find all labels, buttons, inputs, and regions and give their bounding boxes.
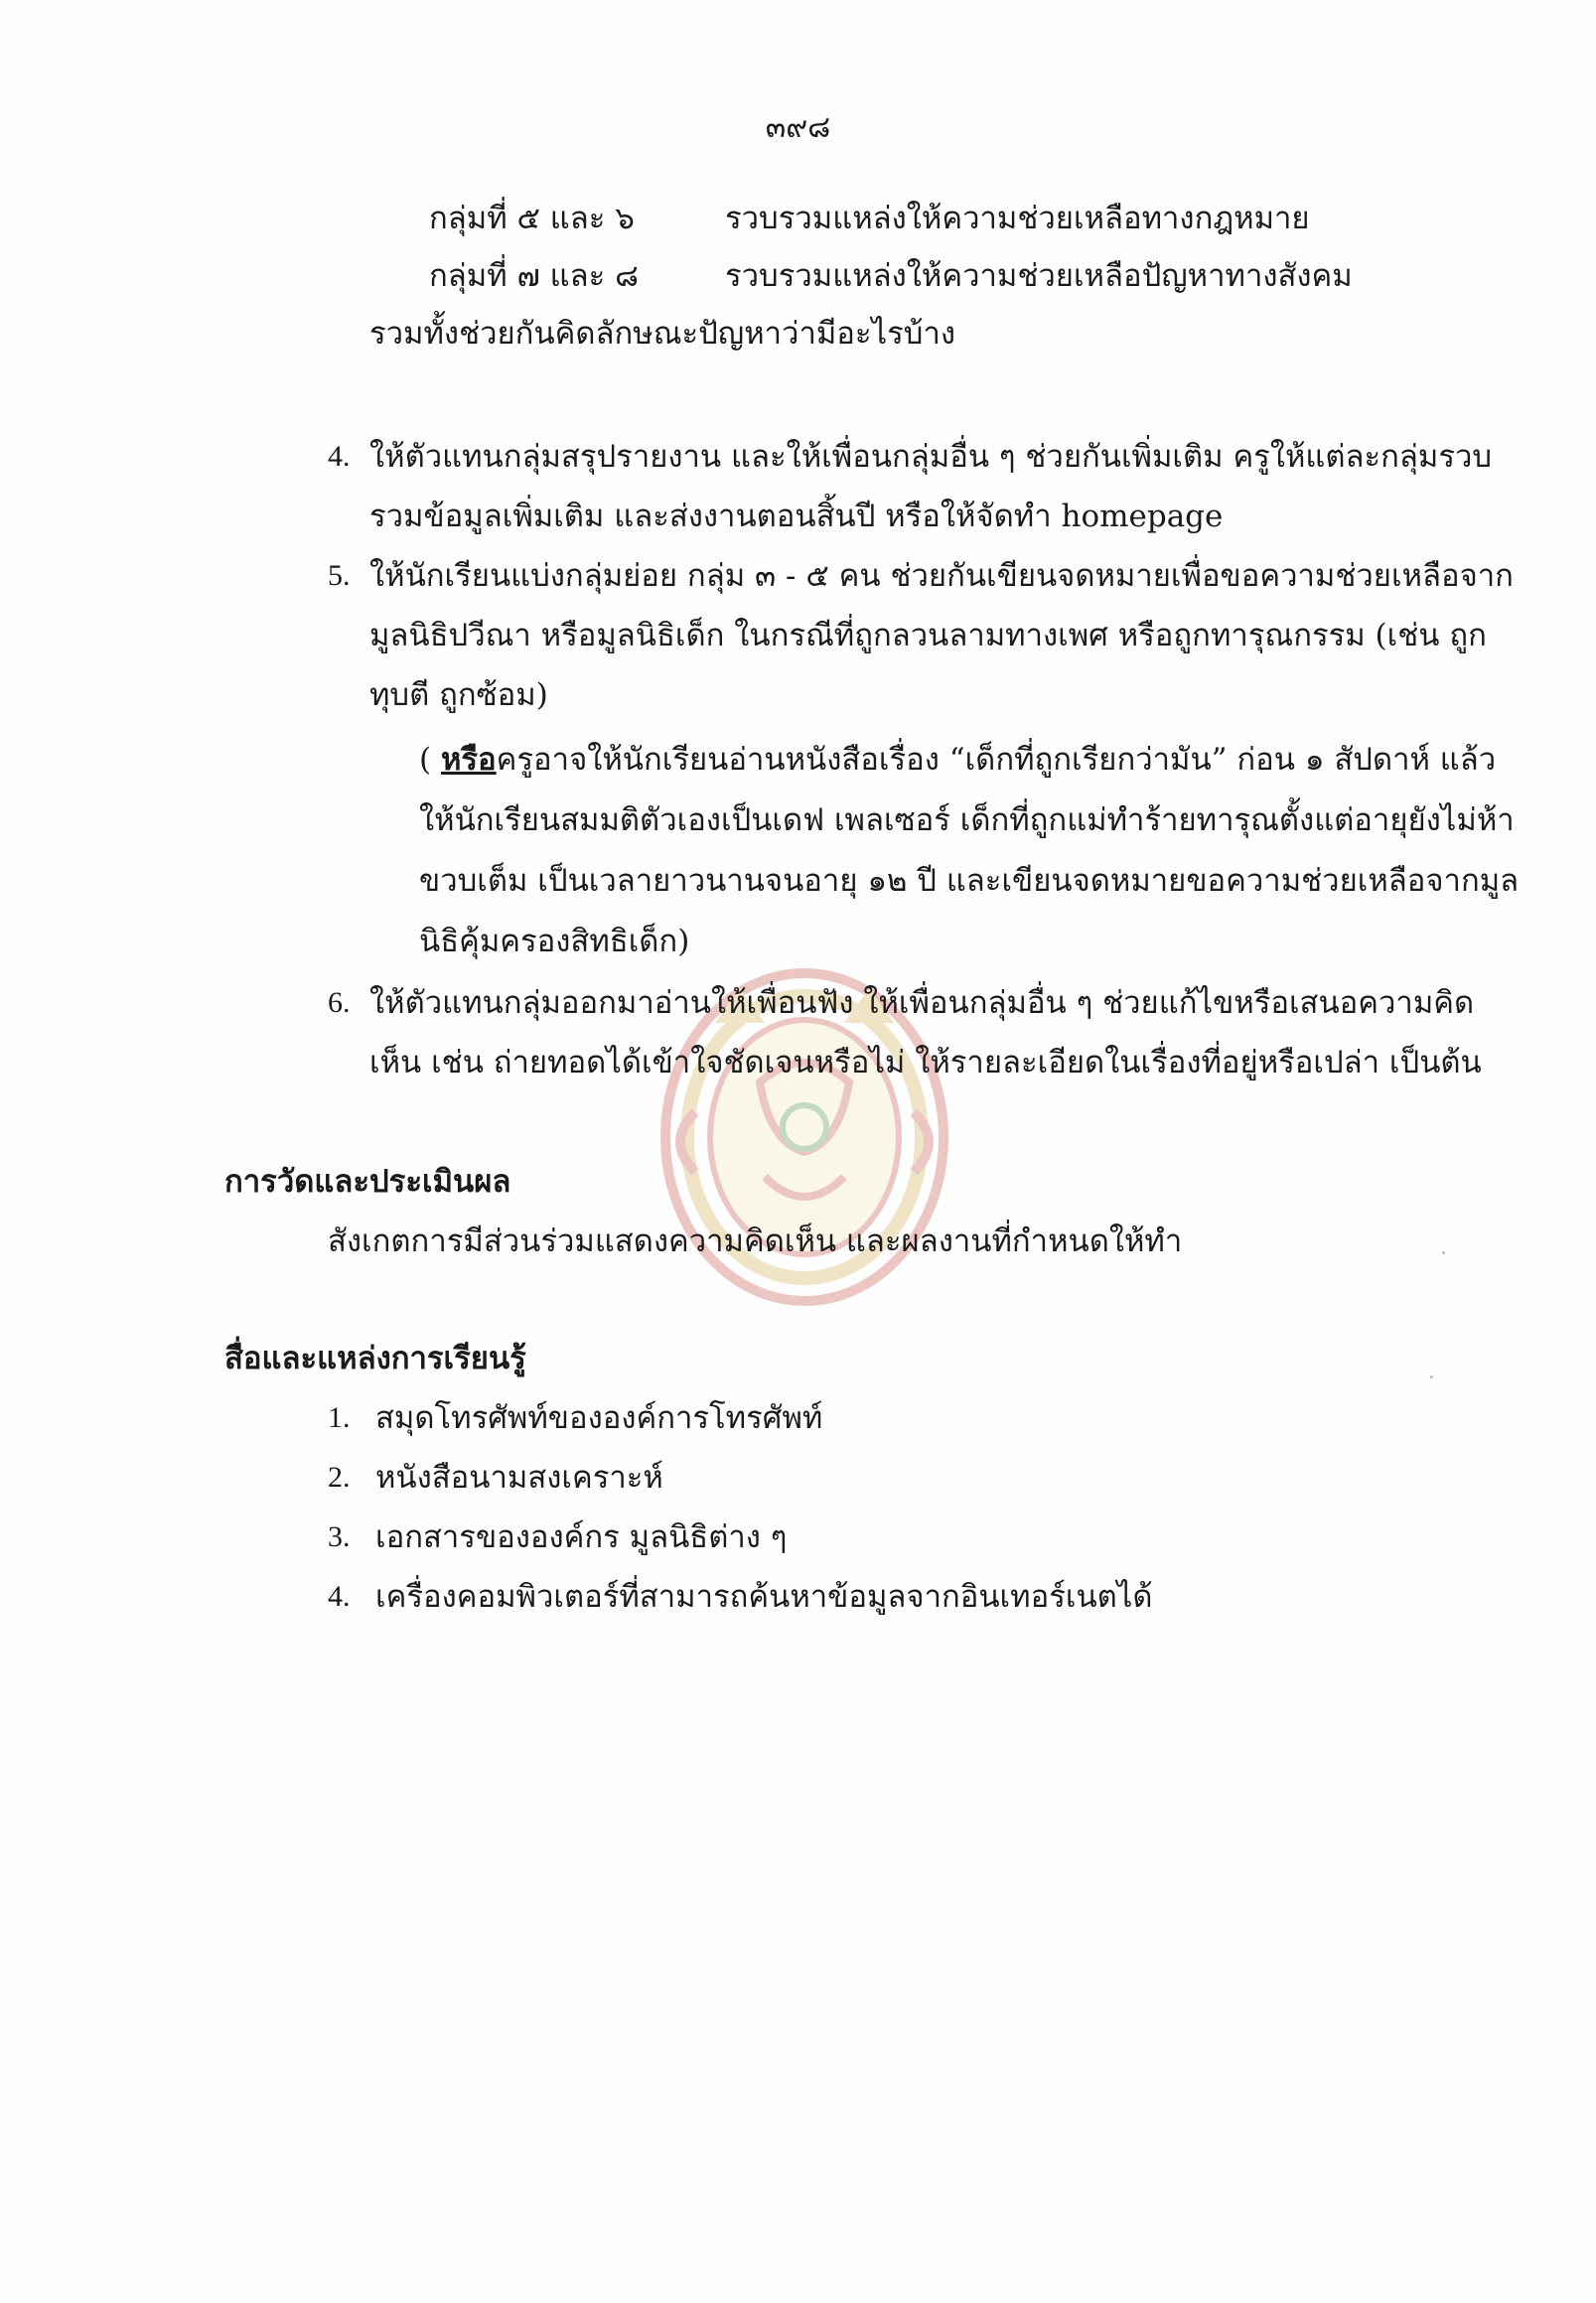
alternative-prefix: ( [419,742,441,778]
group-task: รวบรวมแหล่งให้ความช่วยเหลือทางกฎหมาย [725,201,1310,236]
alternative-line-4: นิธิคุ้มครองสิทธิเด็ก) [419,924,690,959]
scan-speck [1430,1375,1433,1378]
alternative-line-1 [419,740,1497,780]
groups-continuation: รวมทั้งช่วยกันคิดลักษณะปัญหาว่ามีอะไรบ้าง [369,316,956,352]
resource-number: 2. [328,1461,351,1494]
resources-heading: สื่อและแหล่งการเรียนรู้ [224,1341,526,1376]
group-label: กลุ่มที่ ๕ และ ๖ [429,201,635,236]
alternative-line-2: ให้นักเรียนสมมติตัวเองเป็นเดฟ เพลเซอร์ เด็กที่ถูกแม่ทำร้ายทารุณตั้งแต่อายุยังไม่ห้า [419,802,1515,838]
step-line: ทุบตี ถูกซ้อม) [369,677,548,713]
step-line: รวมข้อมูลเพิ่มเติม และส่งงานตอนสิ้นปี หรือให้จัดทำ homepage [369,499,1224,534]
resource-number: 1. [328,1401,351,1434]
step-line: เห็น เช่น ถ่ายทอดได้เข้าใจชัดเจนหรือไม่ ให้รายละเอียดในเรื่องที่อยู่หรือเปล่า เป็นต้น [369,1045,1482,1080]
alternative-line-3: ขวบเต็ม เป็นเวลายาวนานจนอายุ ๑๒ ปี และเขียนจดหมายขอความช่วยเหลือจากมูล [419,863,1520,899]
evaluation-text: สังเกตการมีส่วนร่วมแสดงความคิดเห็น และผลงานที่กำหนดให้ทำ [328,1223,1183,1259]
step-line: มูลนิธิปวีณา หรือมูลนิธิเด็ก ในกรณีที่ถูกลวนลามทางเพศ หรือถูกทารุณกรรม (เช่น ถูก [369,618,1487,653]
step-number: 4. [328,440,351,473]
resource-item: เครื่องคอมพิวเตอร์ที่สามารถค้นหาข้อมูลจากอินเทอร์เนตได้ [375,1579,1153,1615]
scan-speck [1442,1251,1445,1254]
step-number: 5. [328,559,351,592]
alternative-text: ครูอาจให้นักเรียนอ่านหนังสือเรื่อง “เด็กที่ถูกเรียกว่ามัน” ก่อน ๑ สัปดาห์ แล้ว [496,742,1497,778]
step-line: ให้ตัวแทนกลุ่มออกมาอ่านให้เพื่อนฟัง ให้เพื่อนกลุ่มอื่น ๆ ช่วยแก้ไขหรือเสนอความคิด [369,985,1475,1021]
step-line: ให้ตัวแทนกลุ่มสรุปรายงาน และให้เพื่อนกลุ่มอื่น ๆ ช่วยกันเพิ่มเติม ครูให้แต่ละกลุ่มรวบ [369,439,1493,475]
resource-number: 4. [328,1580,351,1613]
alternative-keyword: หรือ [440,742,497,778]
group-task: รวบรวมแหล่งให้ความช่วยเหลือปัญหาทางสังคม [725,258,1353,294]
page-number: ๓๙๘ [765,110,831,145]
group-label: กลุ่มที่ ๗ และ ๘ [429,258,640,294]
resource-item: สมุดโทรศัพท์ขององค์การโทรศัพท์ [375,1400,823,1436]
resource-item: เอกสารขององค์กร มูลนิธิต่าง ๆ [375,1519,788,1555]
evaluation-heading: การวัดและประเมินผล [224,1164,511,1200]
step-line: ให้นักเรียนแบ่งกลุ่มย่อย กลุ่ม ๓ - ๕ คน ช่วยกันเขียนจดหมายเพื่อขอความช่วยเหลือจาก [369,558,1514,594]
resource-item: หนังสือนามสงเคราะห์ [375,1460,663,1496]
step-number: 6. [328,986,351,1019]
resource-number: 3. [328,1520,351,1553]
